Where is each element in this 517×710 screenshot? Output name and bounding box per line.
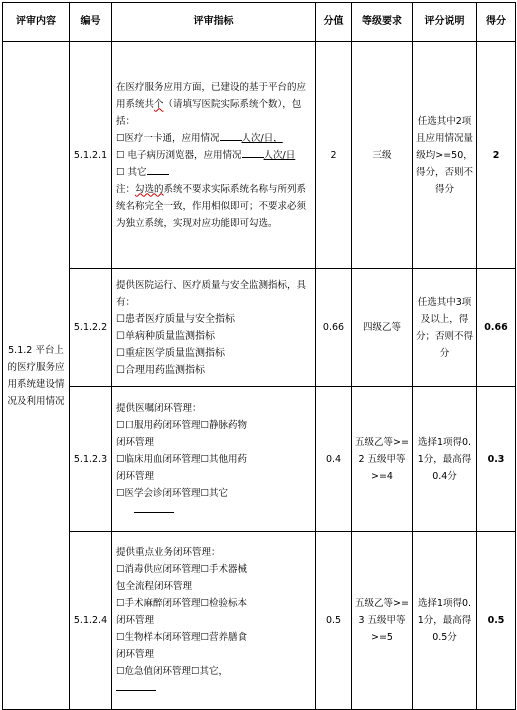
got-cell[interactable]: 0.5: [477, 532, 516, 710]
criteria-cell: [112, 387, 316, 532]
checkbox-continuation: 闭环管理: [116, 615, 155, 626]
table-row: [3, 42, 516, 269]
criteria-intro-blank: 个: [154, 98, 164, 110]
score-cell: 0.4: [316, 387, 352, 532]
checkbox-item[interactable]: ☐生物样本闭环管理: [116, 632, 201, 643]
criteria-intro: [116, 82, 306, 127]
header-level: 等级要求: [352, 3, 413, 42]
explain-cell: 选择1项得0.1分，最高得0.5分: [413, 532, 477, 710]
level-cell: 五级乙等>=3 五级甲等>=5: [352, 532, 413, 710]
checkbox-item[interactable]: ☐检验标本: [200, 598, 248, 609]
criteria-title: 提供医嘱闭环管理：: [116, 402, 202, 414]
row-id: 5.1.2.1: [70, 42, 112, 269]
input-blank-line: [116, 680, 311, 697]
content-cell: 5.1.2 平台上的医疗服务应用系统建设情况及利用情况: [3, 42, 70, 710]
evaluation-table-wrapper: [2, 2, 515, 710]
criteria-item: [116, 164, 311, 181]
checkbox-item[interactable]: ☐合理用药监测指标: [116, 364, 205, 376]
checkbox-continuation: 闭环管理: [116, 470, 155, 482]
checkbox-pair: [116, 485, 311, 502]
criteria-title: 提供重点业务闭环管理：: [116, 547, 221, 558]
checkbox-pair: [116, 561, 311, 578]
criteria-item-label: ☐医疗一卡通，应用情况: [116, 132, 220, 144]
criteria-cell: [112, 269, 316, 387]
checkbox-pair: [116, 451, 311, 468]
input-blank[interactable]: [242, 157, 264, 158]
checkbox-item[interactable]: ☐手术器械: [200, 564, 248, 575]
input-blank[interactable]: [220, 140, 242, 141]
criteria-item-unit: 人次/日，: [241, 132, 283, 144]
explain-cell: 任选其中3项及以上，得分；否则不得分: [413, 269, 477, 387]
table-row: [3, 387, 516, 532]
row-id: 5.1.2.3: [70, 387, 112, 532]
got-cell[interactable]: 0.66: [477, 269, 516, 387]
checkbox-item[interactable]: ☐其他用药: [200, 453, 248, 465]
checkbox-item[interactable]: ☐其它: [200, 487, 229, 499]
evaluation-table: [2, 2, 516, 710]
input-blank[interactable]: [147, 174, 169, 175]
header-score: 分值: [316, 3, 352, 42]
input-blank[interactable]: [116, 690, 156, 691]
checkbox-item[interactable]: ☐手术麻醉闭环管理: [116, 598, 201, 609]
criteria-title: 提供医院运行、医疗质量与安全监测指标，具有：: [116, 279, 307, 308]
level-cell: 三级: [352, 42, 413, 269]
criteria-item-label: ☐ 其它: [116, 166, 147, 178]
got-cell[interactable]: 2: [477, 42, 516, 269]
checkbox-item[interactable]: ☐重症医学质量监测指标: [116, 347, 225, 359]
table-row: [3, 532, 516, 710]
checkbox-continuation: 闭环管理: [116, 436, 155, 448]
criteria-item: [116, 147, 311, 164]
checkbox-item[interactable]: ☐消毒供应闭环管理: [116, 564, 201, 575]
checkbox-item[interactable]: ☐患者医疗质量与安全指标: [116, 313, 235, 325]
checkbox-pair: [116, 663, 311, 680]
header-content: 评审内容: [3, 3, 70, 42]
checkbox-pair: [116, 417, 311, 434]
criteria-intro-text: 在医疗服务应用方面，已建设的基于平台的应用系统共: [116, 81, 307, 110]
criteria-cell: [112, 532, 316, 710]
header-got: 得分: [477, 3, 516, 42]
input-blank-line: [116, 502, 311, 519]
input-blank[interactable]: [134, 512, 174, 513]
got-cell[interactable]: 0.3: [477, 387, 516, 532]
checkbox-item[interactable]: ☐口服用药闭环管理: [116, 419, 201, 431]
criteria-item-label: ☐ 电子病历浏览器，应用情况: [116, 149, 242, 161]
checkbox-item[interactable]: ☐静脉药物: [200, 419, 248, 431]
checkbox-pair: [116, 595, 311, 612]
checkbox-item[interactable]: ☐危急值闭环管理: [116, 666, 192, 677]
level-cell: 五级乙等>=2 五级甲等>=4: [352, 387, 413, 532]
score-cell: 0.66: [316, 269, 352, 387]
header-criteria: 评审指标: [112, 3, 316, 42]
criteria-item: [116, 130, 311, 147]
explain-cell: 选择1项得0.1分，最高得0.4分: [413, 387, 477, 532]
table-row: [3, 269, 516, 387]
score-cell: 2: [316, 42, 352, 269]
explain-cell: 任选其中2项且应用情况量级均>=50，得分，否则不得分: [413, 42, 477, 269]
checkbox-pair: [116, 629, 311, 646]
note-highlight: 勾选的: [135, 183, 164, 195]
header-explain: 评分说明: [413, 3, 477, 42]
level-cell: 四级乙等: [352, 269, 413, 387]
criteria-cell: [112, 42, 316, 269]
row-id: 5.1.2.2: [70, 269, 112, 387]
checkbox-item[interactable]: ☐营养膳食: [200, 632, 248, 643]
score-cell: 0.5: [316, 532, 352, 710]
checkbox-continuation: 包全流程闭环管理: [116, 581, 193, 592]
criteria-note: 注：勾选的系统不要求实际系统名称与所列系统名称完全一致，作用相似即可；不要求必须为独立系统，实现对应功能即可勾选。: [116, 183, 307, 229]
criteria-item-unit: 人次/日: [263, 149, 296, 161]
header-id: 编号: [70, 3, 112, 42]
checkbox-item[interactable]: ☐单病种质量监测指标: [116, 330, 215, 342]
checkbox-item[interactable]: ☐医学会诊闭环管理: [116, 487, 201, 499]
checkbox-continuation: 闭环管理: [116, 649, 155, 660]
header-row: [3, 3, 516, 42]
checkbox-item[interactable]: ☐其它，: [191, 666, 229, 677]
checkbox-item[interactable]: ☐临床用血闭环管理: [116, 453, 201, 465]
row-id: 5.1.2.4: [70, 532, 112, 710]
criteria-intro-text-2: （请填写医院实际系统个数），包括：: [116, 98, 302, 127]
